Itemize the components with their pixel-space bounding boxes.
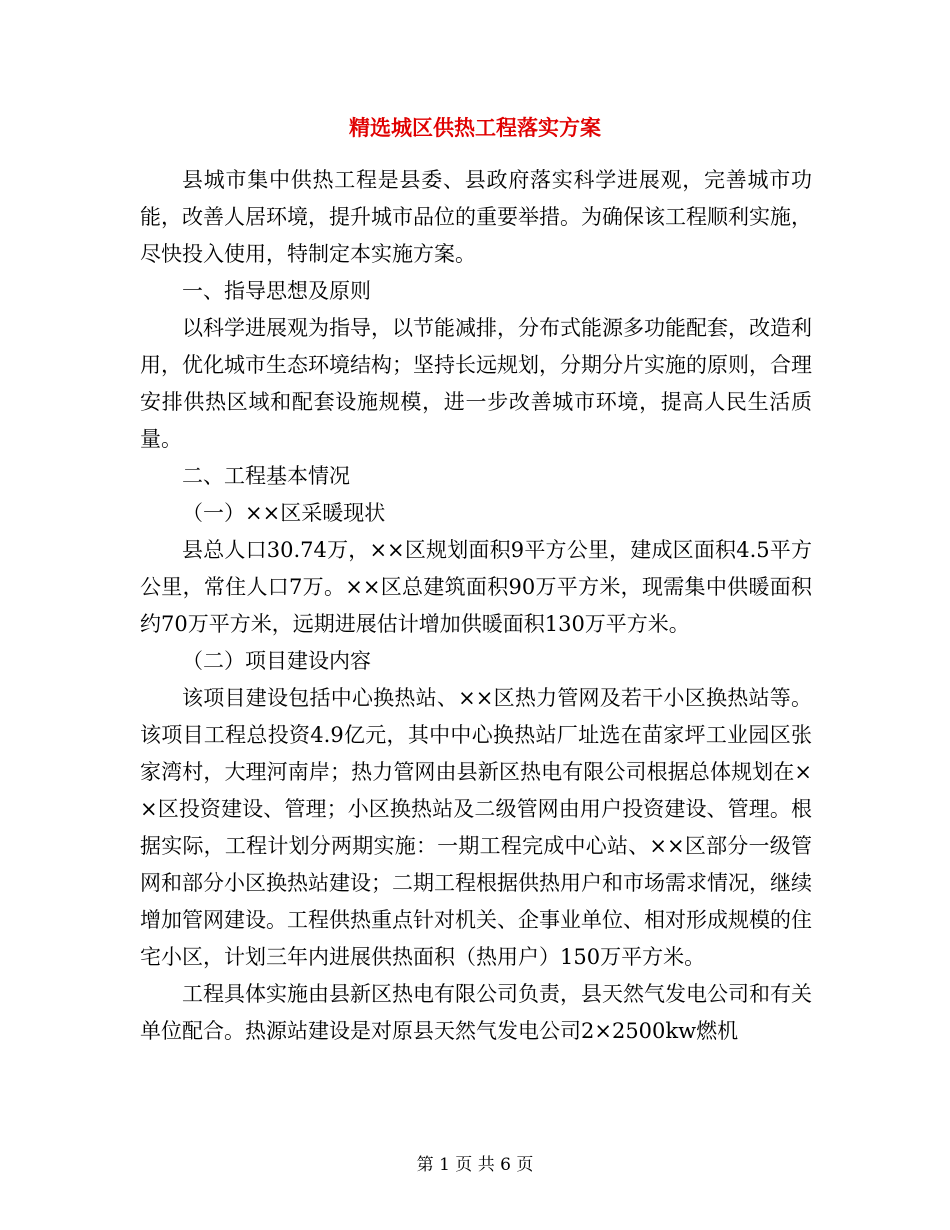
document-body xyxy=(140,162,812,1050)
section-heading-2: 二、工程基本情况 xyxy=(182,464,350,488)
paragraph-implementation: 工程具体实施由县新区热电有限公司负责，县天然气发电公司和有关单位配合。热源站建设是对原县天然气发电公司2×2500kw燃机 xyxy=(140,982,812,1043)
paragraph-principles: 以科学进展观为指导，以节能减排，分布式能源多功能配套，改造利用，优化城市生态环境结构；坚持长远规划，分期分片实施的原则，合理安排供热区域和配套设施规模，进一步改善城市环境，提高人民生活质量。 xyxy=(140,316,812,451)
subsection-heading-1: （一）××区采暖现状 xyxy=(182,501,386,525)
paragraph-intro: 县城市集中供热工程是县委、县政府落实科学进展观，完善城市功能，改善人居环境，提升城市品位的重要举措。为确保该工程顺利实施，尽快投入使用，特制定本实施方案。 xyxy=(140,168,812,266)
document-title: 精选城区供热工程落实方案 xyxy=(349,115,601,140)
page-number-footer: 第 1 页 共 6 页 xyxy=(416,1155,534,1175)
section-heading-1: 一、指导思想及原则 xyxy=(182,279,371,303)
paragraph-project-content: 该项目建设包括中心换热站、××区热力管网及若干小区换热站等。该项目工程总投资4.9亿元，其中中心换热站厂址选在苗家坪工业园区张家湾村，大理河南岸；热力管网由县新区热电有限公司根据总体规划在××区投资建设、管理；小区换热站及二级管网由用户投资建设、管理。根据实际，工程计划分两期实施：一期工程完成中心站、××区部分一级管网和部分小区换热站建设；二期工程根据供热用户和市场需求情况，继续增加管网建设。工程供热重点针对机关、企事业单位、相对形成规模的住宅小区，计划三年内进展供热面积（热用户）150万平方米。 xyxy=(140,686,812,969)
paragraph-heating-status: 县总人口30.74万，××区规划面积9平方公里，建成区面积4.5平方公里，常住人口7万。××区总建筑面积90万平方米，现需集中供暖面积约70万平方米，远期进展估计增加供暖面积130万平方米。 xyxy=(140,538,812,636)
subsection-heading-2: （二）项目建设内容 xyxy=(182,649,371,673)
